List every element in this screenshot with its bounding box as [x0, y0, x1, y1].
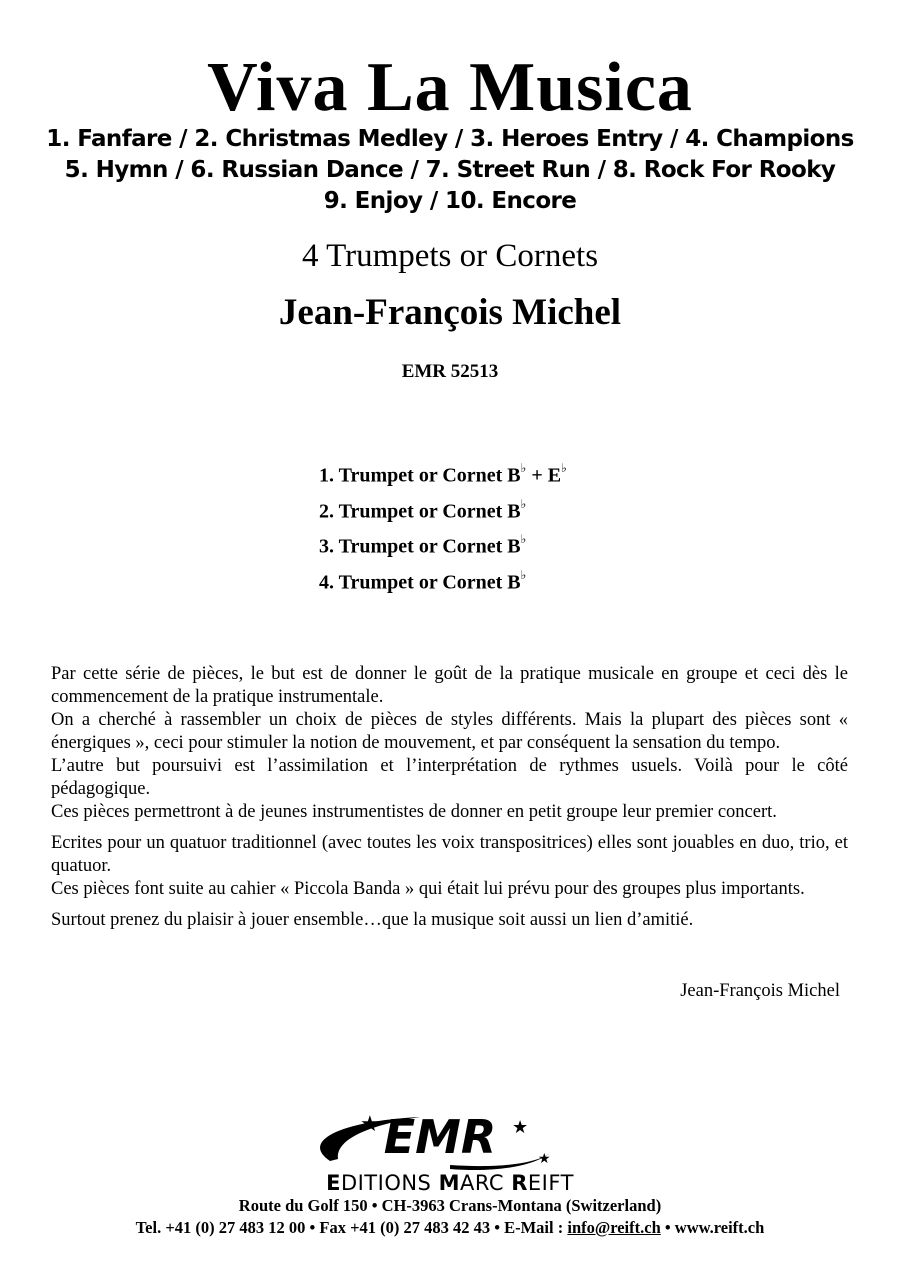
preface-paragraph: On a cherché à rassembler un choix de pièces de styles différents. Mais la plupart des pièces sont « énergiques », ceci pour stimuler la notion de mouvement, et par conséquent la sensation du tempo. [51, 710, 848, 753]
flat-sign: ♭ [520, 532, 527, 547]
catalog-code: EMR 52513 [401, 361, 499, 382]
publisher-contact [0, 1217, 900, 1238]
email-link[interactable]: info@reift.ch [567, 1218, 661, 1237]
contact-phone-fax: Tel. +41 (0) 27 483 12 00 • Fax +41 (0) 27 483 42 43 • E-Mail : [135, 1218, 564, 1237]
preface-paragraph: Par cette série de pièces, le but est de donner le goût de la pratique musicale en groupe et ceci dès le commencement de la pratique instrumentale. [51, 664, 848, 707]
track-line: 9. Enjoy / 10. Encore [323, 188, 577, 214]
star-icon: ★ [360, 1111, 380, 1136]
score-title: Viva La Musica [207, 49, 693, 126]
logo-text: EMR [383, 1110, 497, 1164]
preface-paragraph: Ces pièces permettront à de jeunes instrumentistes de donner en petit groupe leur premier concert. [51, 802, 777, 822]
flat-sign: ♭ [520, 461, 527, 475]
track-line: 5. Hymn / 6. Russian Dance / 7. Street Run / 8. Rock For Rooky [64, 157, 836, 183]
publisher-name: EDITIONS MARC REIFT [326, 1171, 574, 1195]
preface-paragraph: L’autre but poursuivi est l’assimilation et l’interprétation de rythmes usuels. Voilà pour le côté pédagogique. [51, 756, 848, 799]
part-item: 3. Trumpet or Cornet B♭ [319, 532, 527, 558]
preface-paragraph: Ecrites pour un quatuor traditionnel (avec toutes les voix transpositrices) elles sont jouables en duo, trio, et quatuor. [51, 833, 848, 876]
preface-paragraph: Surtout prenez du plaisir à jouer ensemble…que la musique soit aussi un lien d’amitié. [51, 910, 694, 930]
part-item: 2. Trumpet or Cornet B♭ [319, 496, 527, 523]
signature: Jean-François Michel [680, 981, 840, 1001]
track-line: 1. Fanfare / 2. Christmas Medley / 3. Heroes Entry / 4. Champions [46, 126, 854, 152]
star-icon: ★ [538, 1152, 551, 1167]
flat-sign: ♭ [520, 496, 527, 511]
star-icon: ★ [512, 1117, 529, 1137]
composer-name: Jean-François Michel [278, 292, 622, 333]
website-link[interactable]: • www.reift.ch [664, 1218, 765, 1237]
part-item: 4. Trumpet or Cornet B♭ [319, 567, 527, 594]
emr-logo [300, 1103, 600, 1173]
instrumentation: 4 Trumpets or Cornets [301, 238, 599, 274]
parts-list [319, 455, 567, 598]
part-item: 1. Trumpet or Cornet B♭ + E♭ [319, 461, 567, 487]
flat-sign: ♭ [520, 567, 527, 582]
preface-paragraph: Ces pièces font suite au cahier « Piccola Banda » qui était lui prévu pour des groupes plus importants. [51, 879, 805, 899]
preface-text [51, 663, 848, 932]
track-list [0, 124, 900, 217]
flat-sign: ♭ [561, 461, 567, 475]
publisher-address: Route du Golf 150 • CH-3963 Crans-Montana (Switzerland) [238, 1196, 662, 1215]
